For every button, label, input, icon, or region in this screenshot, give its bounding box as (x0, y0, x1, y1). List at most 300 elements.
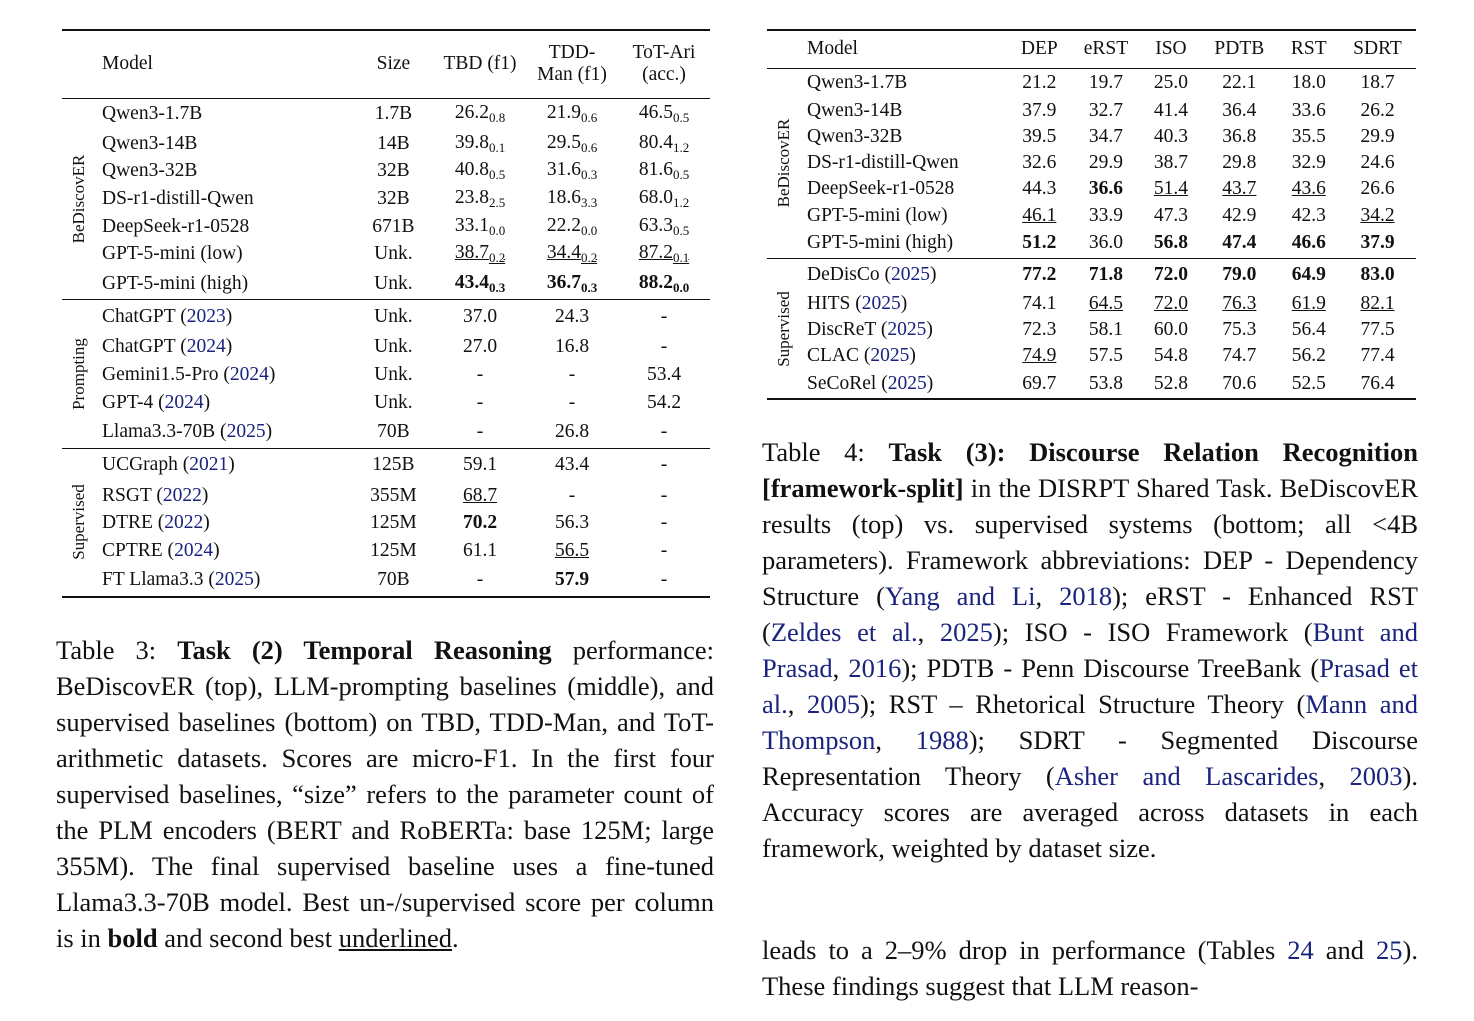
group-label-text: BeDiscovER (774, 118, 793, 208)
value-text: 72.0 (1153, 292, 1188, 314)
citation-link[interactable]: 2025 (887, 372, 927, 394)
table-row (767, 98, 1416, 124)
cell-value (1008, 176, 1070, 202)
citation-link[interactable]: Prasad et al. (762, 653, 1419, 719)
value-text: 39.5 (1022, 126, 1057, 148)
table-row (62, 361, 710, 389)
table-row (62, 334, 710, 362)
cell-value (526, 417, 618, 449)
value-text: CPTRE ( (102, 540, 175, 562)
value-text: - (476, 364, 484, 386)
value-text: $39.8_{0.1}$ (454, 131, 506, 155)
value-text: 56.8 (1153, 232, 1188, 254)
cell-value (1142, 317, 1200, 343)
value-text: - (568, 364, 576, 386)
value-text: 29.8 (1222, 152, 1257, 174)
citation-link[interactable]: 2016 (848, 653, 902, 683)
model-name: Llama3.3-70B (2025) (102, 421, 273, 443)
citation-link[interactable]: 2005 (806, 689, 860, 719)
column-header: TDD-Man (f1) (526, 30, 618, 98)
value-text: Qwen3-14B (807, 100, 903, 122)
value-text: 43.4 (554, 454, 590, 476)
std-dev: 1.2 (672, 194, 690, 210)
citation-link[interactable]: 25 (1376, 935, 1403, 965)
citation-link[interactable]: 2025 (870, 344, 910, 366)
group-label (62, 98, 96, 300)
column-header: PDTB (1200, 30, 1278, 68)
cell-value (618, 361, 710, 389)
value-text: 355M (370, 484, 417, 506)
value-text: 57.5 (1088, 344, 1124, 366)
value-text: $43.4_{0.3}$ (454, 271, 506, 295)
std-dev: 0.1 (488, 139, 506, 155)
table-row (62, 565, 710, 597)
cell-value (1070, 291, 1141, 317)
model-name (96, 240, 353, 268)
value-text: $26.2_{0.8}$ (454, 102, 506, 126)
cell-value (526, 268, 618, 300)
cell-value (618, 537, 710, 565)
value-text: 83.0 (1360, 263, 1395, 285)
cell-value (526, 98, 618, 130)
caption-text: , (832, 653, 849, 683)
value-text: 60.0 (1153, 318, 1188, 340)
value-text: 56.3 (554, 512, 590, 534)
value-text: 37.9 (1360, 232, 1395, 254)
citation-link[interactable]: 2024 (174, 540, 214, 562)
cell-value (618, 417, 710, 449)
value-text: 75.3 (1222, 318, 1257, 340)
cell-value (434, 240, 526, 268)
table-row (62, 537, 710, 565)
std-dev: 0.5 (672, 222, 690, 238)
table-4-discourse-relation (767, 29, 1416, 400)
value-text: GPT-4 ( (102, 391, 165, 413)
std-dev: 0.6 (580, 139, 598, 155)
cell-value (526, 157, 618, 185)
cell-value (1008, 343, 1070, 369)
value-text: 37.9 (1022, 100, 1057, 122)
model-name: Gemini1.5-Pro (2024) (102, 364, 276, 386)
model-name: DTRE (2022) (102, 512, 210, 534)
cell-value (618, 389, 710, 417)
cell-value (353, 157, 434, 185)
citation-link[interactable]: 2022 (162, 484, 202, 506)
cell-value (353, 565, 434, 597)
caption-text: ); RST – Rhetorical Structure Theory ( (859, 689, 1306, 719)
citation-link[interactable]: 2024 (229, 364, 269, 386)
citation-link[interactable]: Yang and Li (884, 581, 1036, 611)
cell-value (1142, 259, 1200, 291)
cell-value (1279, 68, 1340, 98)
cell-value (1339, 68, 1416, 98)
value-text: $21.9_{0.6}$ (546, 102, 598, 126)
value-text: GPT-5-mini (low) (807, 204, 948, 226)
citation-link[interactable]: 2025 (226, 421, 266, 443)
cell-value (1279, 202, 1340, 228)
table-row (62, 98, 710, 130)
cell-value (1200, 317, 1278, 343)
column-header: DEP (1008, 30, 1070, 68)
value-text: 35.5 (1291, 126, 1326, 148)
value-text: 14B (377, 132, 410, 154)
model-name: ChatGPT (2023) (102, 305, 233, 327)
value-text: 42.3 (1291, 204, 1326, 226)
cell-value (1279, 343, 1340, 369)
value-text: 46.6 (1291, 232, 1326, 254)
value-text: Qwen3-32B (807, 126, 903, 148)
cell-value (353, 389, 434, 417)
model-name (801, 124, 1008, 150)
cell-value (1008, 259, 1070, 291)
cell-value (434, 98, 526, 130)
value-text: 40.3 (1153, 126, 1188, 148)
table-row (62, 417, 710, 449)
cell-value (434, 157, 526, 185)
table-row (767, 124, 1416, 150)
cell-value (1200, 369, 1278, 399)
cell-value (1200, 343, 1278, 369)
std-dev: 0.6 (580, 110, 598, 126)
value-text: 42.9 (1222, 204, 1257, 226)
column-header: eRST (1070, 30, 1141, 68)
cell-value (1339, 124, 1416, 150)
value-text: 44.3 (1022, 178, 1057, 200)
caption-text: . (452, 923, 459, 953)
std-dev: 0.3 (488, 279, 506, 295)
std-dev: 0.2 (488, 250, 506, 266)
caption-text: Task (3): Discourse Relation Recognition [framework-split] (762, 437, 1418, 503)
std-dev: 1.2 (672, 139, 690, 155)
cell-value (618, 510, 710, 538)
group-label-text: BeDiscovER (69, 154, 88, 244)
value-text: GPT-5-mini (high) (102, 272, 249, 294)
value-text: 74.1 (1022, 292, 1057, 314)
value-text: 16.8 (554, 336, 590, 358)
column-header: Model (801, 30, 1008, 68)
cell-value (618, 300, 710, 334)
value-text: 36.4 (1222, 100, 1257, 122)
value-text: - (660, 336, 668, 358)
value-text: 32.9 (1291, 152, 1326, 174)
cell-value (1070, 98, 1141, 124)
value-text: 77.4 (1360, 344, 1395, 366)
citation-link[interactable]: 2025 (890, 263, 930, 285)
caption-text: ); eRST - Enhanced RST ( (762, 581, 1418, 647)
cell-value (1142, 124, 1200, 150)
column-header: RST (1279, 30, 1340, 68)
value-text: $63.3_{0.5}$ (638, 214, 690, 238)
citation-link[interactable]: Bunt and Prasad (762, 617, 1419, 683)
value-text: 32B (377, 160, 410, 182)
value-text: 34.2 (1360, 204, 1395, 226)
value-text: 51.4 (1153, 178, 1188, 200)
value-text: $68.0_{1.2}$ (638, 186, 690, 210)
table-row (62, 185, 710, 213)
table-3-temporal-reasoning (62, 29, 710, 598)
cell-value (1142, 202, 1200, 228)
value-text: 29.9 (1088, 152, 1124, 174)
cell-value (1279, 150, 1340, 176)
cell-value (1200, 291, 1278, 317)
table-row (62, 389, 710, 417)
cell-value (618, 482, 710, 510)
cell-value (1339, 98, 1416, 124)
cell-value (1070, 68, 1141, 98)
cell-value (1142, 150, 1200, 176)
caption-text: ). These findings suggest that LLM reason- (762, 935, 1418, 1001)
citation-link[interactable]: 2025 (861, 292, 901, 314)
value-text: Unk. (374, 364, 413, 386)
std-dev: 0.3 (580, 279, 598, 295)
value-text: DTRE ( (102, 512, 165, 534)
caption-text: Task (2) Temporal Reasoning (177, 635, 552, 665)
cell-value (1339, 369, 1416, 399)
group-label (767, 259, 801, 399)
cell-value (526, 448, 618, 482)
value-text: $88.2_{0.0}$ (638, 271, 690, 295)
table-row (767, 68, 1416, 98)
value-text: 26.8 (554, 421, 590, 443)
header-row (767, 30, 1416, 68)
cell-value (1070, 317, 1141, 343)
value-text: 76.3 (1222, 292, 1257, 314)
table-row (767, 176, 1416, 202)
value-text: 77.2 (1022, 263, 1057, 285)
value-text: 46.1 (1022, 204, 1057, 226)
model-name: HITS (2025) (807, 292, 908, 314)
value-text: Llama3.3-70B ( (102, 421, 227, 443)
citation-link[interactable]: 2024 (164, 391, 204, 413)
std-dev: 0.5 (488, 167, 506, 183)
cell-value (526, 361, 618, 389)
column-header: Size (353, 30, 434, 98)
value-text: 59.1 (462, 454, 498, 476)
cell-value (618, 130, 710, 158)
value-text: $46.5_{0.5}$ (638, 102, 690, 126)
table-row (62, 448, 710, 482)
cell-value (1339, 202, 1416, 228)
std-dev: 0.0 (488, 222, 506, 238)
value-text: 64.9 (1291, 263, 1326, 285)
model-name (801, 176, 1008, 202)
citation-link[interactable]: Zeldes et al. (770, 617, 918, 647)
caption-text: bold (107, 923, 158, 953)
value-text: Qwen3-1.7B (102, 103, 203, 125)
value-text: GPT-5-mini (high) (807, 232, 954, 254)
table-row (767, 317, 1416, 343)
cell-value (1008, 202, 1070, 228)
cell-value (1279, 98, 1340, 124)
column-header: SDRT (1339, 30, 1416, 68)
table-row (767, 150, 1416, 176)
citation-link[interactable]: 2025 (214, 569, 254, 591)
value-text: 71.8 (1088, 263, 1124, 285)
cell-value (1279, 124, 1340, 150)
value-text: 24.3 (554, 305, 590, 327)
cell-value (1142, 369, 1200, 399)
cell-value (1142, 343, 1200, 369)
value-text: $40.8_{0.5}$ (454, 159, 506, 183)
model-name (801, 229, 1008, 259)
value-text: 53.8 (1088, 372, 1124, 394)
cell-value (1200, 98, 1278, 124)
value-text: 671B (372, 215, 415, 237)
caption-text: , (875, 725, 916, 755)
table-3-caption (56, 632, 714, 956)
group-label-text: Supervised (774, 290, 793, 367)
value-text: Qwen3-1.7B (807, 72, 908, 94)
cell-value (1279, 229, 1340, 259)
value-text: 68.7 (462, 484, 498, 506)
cell-value (618, 157, 710, 185)
value-text: 58.1 (1088, 318, 1124, 340)
value-text: 22.1 (1222, 72, 1257, 94)
table-row (62, 300, 710, 334)
citation-link[interactable]: 2025 (887, 318, 927, 340)
value-text: 74.7 (1222, 344, 1257, 366)
cell-value (1008, 291, 1070, 317)
cell-value (434, 268, 526, 300)
caption-text: leads to a 2–9% drop in performance (Tables (762, 935, 1288, 965)
value-text: - (660, 512, 668, 534)
value-text: 70.6 (1222, 372, 1257, 394)
caption-text: , (1035, 581, 1060, 611)
model-name: DeDisCo (2025) (807, 263, 937, 285)
value-text: 18.0 (1291, 72, 1326, 94)
value-text: 32B (377, 187, 410, 209)
value-text: $29.5_{0.6}$ (546, 131, 598, 155)
cell-value (1142, 229, 1200, 259)
cell-value (526, 300, 618, 334)
citation-link[interactable]: 2021 (189, 454, 229, 476)
value-text: 125M (370, 540, 417, 562)
value-text: - (476, 421, 484, 443)
value-text: 24.6 (1360, 152, 1395, 174)
value-text: 41.4 (1153, 100, 1188, 122)
citation-link[interactable]: 2018 (1059, 581, 1113, 611)
cell-value (1008, 317, 1070, 343)
group-header-spacer (62, 30, 96, 98)
value-text: Unk. (374, 305, 413, 327)
cell-value (434, 448, 526, 482)
table-row (62, 213, 710, 241)
caption-text: ); ISO - ISO Framework ( (992, 617, 1313, 647)
table-row (767, 202, 1416, 228)
citation-link[interactable]: Mann and Thompson (762, 689, 1418, 755)
value-text: 27.0 (462, 336, 498, 358)
cell-value (526, 185, 618, 213)
cell-value (1200, 150, 1278, 176)
group-label (62, 300, 96, 448)
value-text: 54.8 (1153, 344, 1188, 366)
cell-value (618, 98, 710, 130)
cell-value (618, 185, 710, 213)
value-text: 56.2 (1291, 344, 1326, 366)
value-text: 125M (370, 512, 417, 534)
cell-value (1008, 150, 1070, 176)
value-text: 47.3 (1153, 204, 1188, 226)
body-paragraph (762, 932, 1418, 1004)
cell-value (1200, 202, 1278, 228)
caption-text: ); PDTB - Penn Discourse TreeBank ( (901, 653, 1320, 683)
cell-value (526, 130, 618, 158)
citation-link[interactable]: 2003 (1349, 761, 1403, 791)
value-text: 34.7 (1088, 126, 1124, 148)
value-text: $23.8_{2.5}$ (454, 186, 506, 210)
value-text: - (660, 569, 668, 591)
value-text: 53.4 (646, 364, 682, 386)
value-text: 76.4 (1360, 372, 1395, 394)
value-text: $33.1_{0.0}$ (454, 214, 506, 238)
value-text: 18.7 (1360, 72, 1395, 94)
value-text: $22.2_{0.0}$ (546, 214, 598, 238)
cell-value (1070, 229, 1141, 259)
cell-value (1200, 68, 1278, 98)
cell-value (353, 448, 434, 482)
value-text: - (660, 305, 668, 327)
cell-value (1200, 229, 1278, 259)
value-text: $18.6_{3.3}$ (546, 186, 598, 210)
citation-link[interactable]: 24 (1287, 935, 1314, 965)
cell-value (353, 268, 434, 300)
cell-value (1142, 291, 1200, 317)
group-label-text: Supervised (69, 484, 88, 560)
value-text: 72.3 (1022, 318, 1057, 340)
value-text: 125B (372, 454, 415, 476)
citation-link[interactable]: 1988 (915, 725, 969, 755)
caption-text: , (917, 617, 940, 647)
cell-value (526, 240, 618, 268)
value-text: UCGraph ( (102, 454, 190, 476)
citation-link[interactable]: Asher and Lascarides (1054, 761, 1319, 791)
table-row (62, 157, 710, 185)
table-row (62, 268, 710, 300)
citation-link[interactable]: 2024 (186, 336, 226, 358)
value-text: 43.6 (1291, 178, 1326, 200)
value-text: DS-r1-distill-Qwen (807, 152, 959, 174)
model-name (801, 98, 1008, 124)
value-text: DeepSeek-r1-0528 (102, 215, 250, 237)
citation-link[interactable]: 2023 (186, 305, 226, 327)
cell-value (1279, 369, 1340, 399)
value-text: $36.7_{0.3}$ (546, 271, 598, 295)
value-text: - (660, 454, 668, 476)
citation-link[interactable]: 2025 (939, 617, 993, 647)
value-text: $80.4_{1.2}$ (638, 131, 690, 155)
group-label-text: Prompting (69, 338, 88, 410)
cell-value (618, 448, 710, 482)
cell-value (434, 185, 526, 213)
table-row (767, 291, 1416, 317)
value-text: 61.9 (1291, 292, 1326, 314)
citation-link[interactable]: 2022 (164, 512, 204, 534)
value-text: 47.4 (1222, 232, 1257, 254)
value-text: CLAC ( (807, 344, 871, 366)
std-dev: 3.3 (580, 194, 598, 210)
cell-value (1200, 124, 1278, 150)
value-text: 36.8 (1222, 126, 1257, 148)
value-text: - (568, 484, 576, 506)
model-name: FT Llama3.3 (2025) (96, 565, 353, 597)
value-text: 43.7 (1222, 178, 1257, 200)
caption-text: in the DISRPT Shared Task. BeDiscovER results (top) vs. supervised systems (bottom; all <4B parameters). Framework abbreviations: DEP - Dependency Structure ( (762, 473, 1418, 611)
table-row (767, 369, 1416, 399)
model-name: ChatGPT (2024) (102, 336, 233, 358)
value-text: 70.2 (462, 512, 498, 534)
cell-value (526, 510, 618, 538)
std-dev: 0.0 (580, 222, 598, 238)
